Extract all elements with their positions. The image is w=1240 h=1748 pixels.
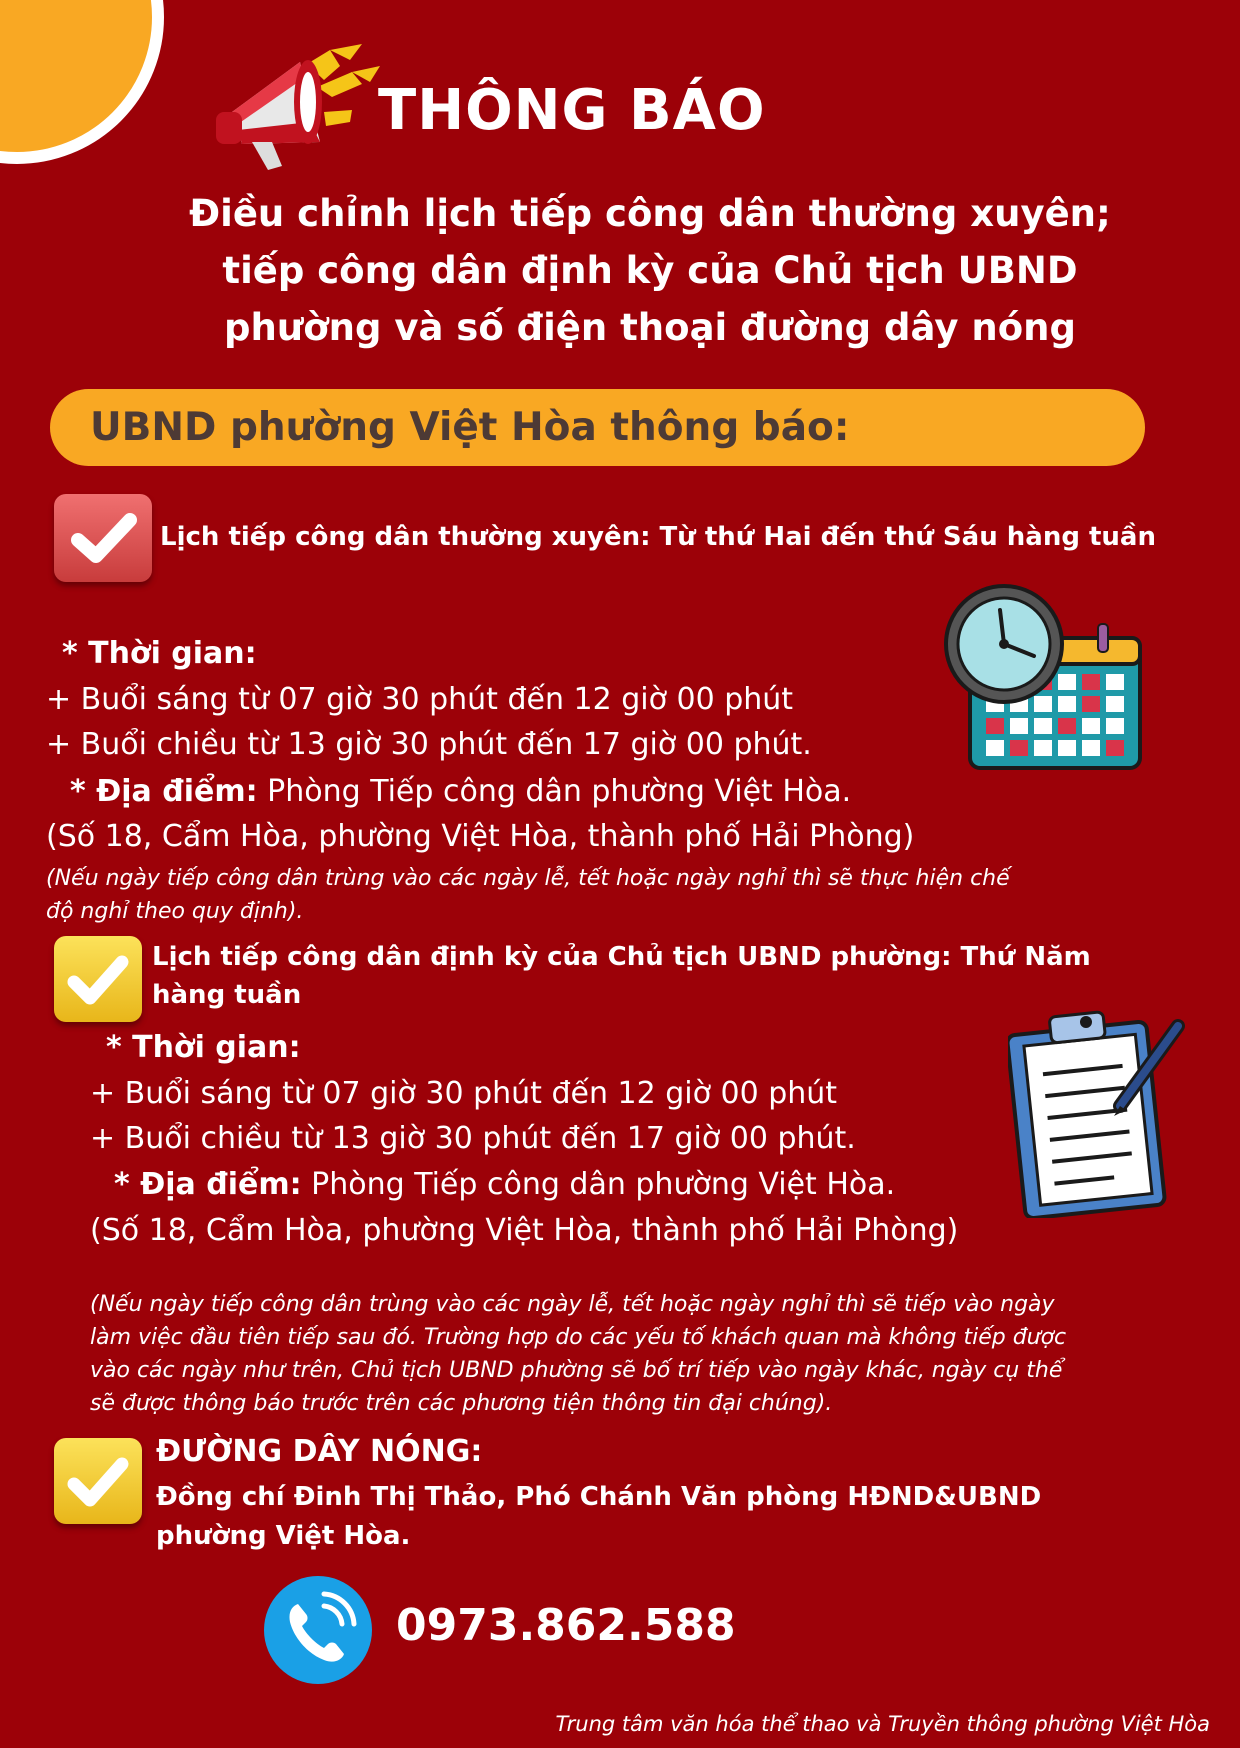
check-icon bbox=[54, 1438, 142, 1524]
note-line: (Nếu ngày tiếp công dân trùng vào các ngày lễ, tết hoặc ngày nghỉ thì sẽ thực hiện chế bbox=[46, 866, 1010, 891]
footer-credit: Trung tâm văn hóa thể thao và Truyền thông phường Việt Hòa bbox=[555, 1712, 1210, 1736]
subtitle-line: Điều chỉnh lịch tiếp công dân thường xuyên; bbox=[189, 192, 1111, 235]
subtitle-line: phường và số điện thoại đường dây nóng bbox=[224, 306, 1076, 349]
decorative-corner-circle bbox=[0, 0, 164, 164]
section1-address: (Số 18, Cẩm Hòa, phường Việt Hòa, thành phố Hải Phòng) bbox=[46, 819, 915, 854]
section1-afternoon: + Buổi chiều từ 13 giờ 30 phút đến 17 giờ 00 phút. bbox=[46, 727, 812, 762]
subtitle-line: tiếp công dân định kỳ của Chủ tịch UBND bbox=[222, 249, 1078, 292]
check-icon bbox=[54, 936, 142, 1022]
section1-heading: Lịch tiếp công dân thường xuyên: Từ thứ Hai đến thứ Sáu hàng tuần bbox=[160, 522, 1156, 552]
note-line: sẽ được thông báo trước trên các phương tiện thông tin đại chúng). bbox=[90, 1391, 833, 1416]
section1-place-value: Phòng Tiếp công dân phường Việt Hòa. bbox=[257, 774, 852, 809]
section2-heading bbox=[152, 938, 1091, 1014]
section2-time-label: * Thời gian: bbox=[106, 1030, 301, 1065]
check-icon bbox=[54, 494, 152, 582]
section2-place bbox=[114, 1163, 895, 1207]
hotline-phone-number[interactable]: 0973.862.588 bbox=[396, 1600, 736, 1651]
notice-subtitle bbox=[120, 185, 1180, 356]
note-line: làm việc đầu tiên tiếp sau đó. Trường hợp do các yếu tố khách quan mà không tiếp được bbox=[90, 1325, 1067, 1350]
note-line: độ nghỉ theo quy định). bbox=[46, 899, 304, 924]
section2-afternoon: + Buổi chiều từ 13 giờ 30 phút đến 17 giờ 00 phút. bbox=[90, 1121, 856, 1156]
section2-note bbox=[90, 1288, 1066, 1420]
section2-place-value: Phòng Tiếp công dân phường Việt Hòa. bbox=[301, 1167, 896, 1202]
note-line: vào các ngày như trên, Chủ tịch UBND phường sẽ bố trí tiếp vào ngày khác, ngày cụ thể bbox=[90, 1358, 1063, 1383]
phone-icon[interactable] bbox=[264, 1576, 372, 1684]
announcement-banner bbox=[50, 389, 1145, 466]
section2-morning: + Buổi sáng từ 07 giờ 30 phút đến 12 giờ 00 phút bbox=[90, 1076, 838, 1111]
section1-morning: + Buổi sáng từ 07 giờ 30 phút đến 12 giờ 00 phút bbox=[46, 682, 794, 717]
section2-place-label: * Địa điểm: bbox=[114, 1167, 302, 1202]
section1-place-label: * Địa điểm: bbox=[70, 774, 258, 809]
person-line: phường Việt Hòa. bbox=[156, 1521, 411, 1551]
page-title: THÔNG BÁO bbox=[378, 78, 766, 143]
heading-line: hàng tuần bbox=[152, 980, 302, 1010]
section1-note bbox=[46, 862, 1010, 928]
section1-time-label: * Thời gian: bbox=[62, 636, 257, 671]
note-line: (Nếu ngày tiếp công dân trùng vào các ngày lễ, tết hoặc ngày nghỉ thì sẽ tiếp vào ngày bbox=[90, 1292, 1055, 1317]
calendar-icon bbox=[942, 582, 1142, 772]
section2-address: (Số 18, Cẩm Hòa, phường Việt Hòa, thành phố Hải Phòng) bbox=[90, 1213, 959, 1248]
megaphone-icon bbox=[212, 42, 387, 177]
hotline-person bbox=[156, 1478, 1041, 1556]
hotline-heading: ĐƯỜNG DÂY NÓNG: bbox=[156, 1434, 483, 1469]
section1-place bbox=[70, 770, 851, 814]
person-line: Đồng chí Đinh Thị Thảo, Phó Chánh Văn phòng HĐND&UBND bbox=[156, 1482, 1042, 1512]
heading-line: Lịch tiếp công dân định kỳ của Chủ tịch UBND phường: Thứ Năm bbox=[152, 942, 1091, 972]
pen-icon bbox=[1108, 1018, 1188, 1118]
banner-text: UBND phường Việt Hòa thông báo: bbox=[90, 405, 850, 450]
